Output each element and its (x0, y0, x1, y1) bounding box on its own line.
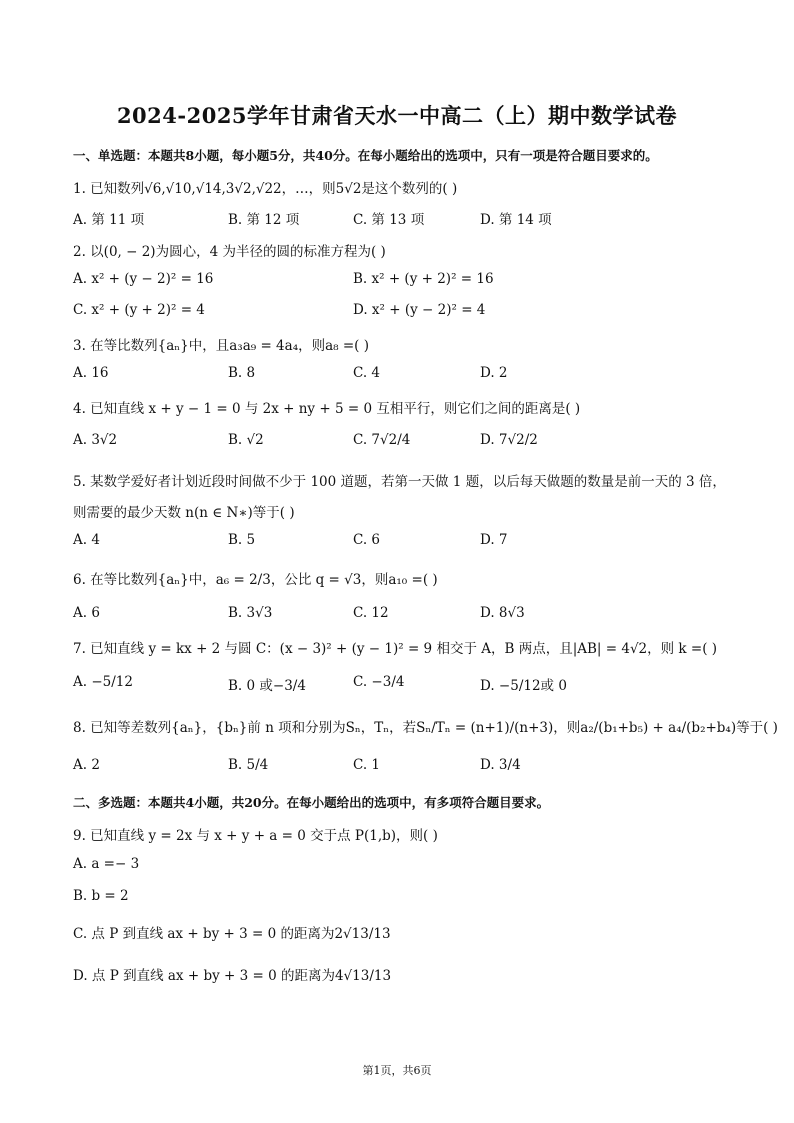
q7-stem: 7. 已知直线 y = kx + 2 与圆 C：(x − 3)² + (y − 1)² = 9 相交于 A，B 两点，且|AB| = 4√2，则 k =( ) (73, 641, 718, 657)
q2-option-c: C. x² + (y + 2)² = 4 (73, 302, 205, 318)
q2-option-d: D. x² + (y − 2)² = 4 (353, 302, 486, 318)
q6-stem: 6. 在等比数列{aₙ}中，a₆ = 2/3，公比 q = √3，则a₁₀ =( ) (73, 572, 438, 588)
q9-option-a: A. a =− 3 (73, 856, 140, 872)
q5-option-b: B. 5 (228, 532, 256, 548)
q3-stem: 3. 在等比数列{aₙ}中，且a₃a₉ = 4a₄，则a₈ =( ) (73, 338, 369, 354)
q1-option-a: A. 第 11 项 (73, 212, 145, 228)
q8-option-d: D. 3/4 (480, 757, 521, 773)
q6-option-a: A. 6 (73, 605, 100, 621)
q8-option-a: A. 2 (73, 757, 100, 773)
q1-option-d: D. 第 14 项 (480, 212, 552, 228)
page-footer: 第1页，共6页 (362, 1064, 432, 1077)
q9-option-b: B. b = 2 (73, 888, 129, 904)
q5-option-c: C. 6 (353, 532, 381, 548)
q1-option-b: B. 第 12 项 (228, 212, 300, 228)
q8-option-c: C. 1 (353, 757, 381, 773)
section-heading-multi-choice: 二、多选题：本题共4小题，共20分。在每小题给出的选项中，有多项符合题目要求。 (73, 795, 550, 810)
q5-option-a: A. 4 (73, 532, 100, 548)
q4-option-b: B. √2 (228, 432, 264, 448)
q5-stem-line2: 则需要的最少天数 n(n ∈ N∗)等于( ) (73, 505, 295, 521)
page-title: 2024-2025学年甘肃省天水一中高二（上）期中数学试卷 (116, 103, 678, 128)
q6-option-d: D. 8√3 (480, 605, 525, 621)
q9-option-c: C. 点 P 到直线 ax + by + 3 = 0 的距离为2√13/13 (73, 926, 391, 942)
q1-option-c: C. 第 13 项 (353, 212, 425, 228)
q4-option-c: C. 7√2/4 (353, 432, 411, 448)
q2-stem: 2. 以(0, − 2)为圆心，4 为半径的圆的标准方程为( ) (73, 244, 386, 260)
q4-option-a: A. 3√2 (73, 432, 118, 448)
q8-option-b: B. 5/4 (228, 757, 269, 773)
q3-option-b: B. 8 (228, 365, 256, 381)
q7-option-b: B. 0 或−3/4 (228, 678, 306, 694)
q1-stem: 1. 已知数列√6,√10,√14,3√2,√22，…，则5√2是这个数列的( ) (73, 181, 458, 197)
q3-option-d: D. 2 (480, 365, 508, 381)
q7-option-d: D. −5/12或 0 (480, 678, 567, 694)
q3-option-a: A. 16 (73, 365, 109, 381)
q5-stem-line1: 5. 某数学爱好者计划近段时间做不少于 100 道题，若第一天做 1 题，以后每天做题的数量是前一天的 3 倍， (73, 474, 726, 490)
q9-stem: 9. 已知直线 y = 2x 与 x + y + a = 0 交于点 P(1,b)，则( ) (73, 828, 438, 844)
q7-option-a: A. −5/12 (73, 674, 133, 690)
q9-option-d: D. 点 P 到直线 ax + by + 3 = 0 的距离为4√13/13 (73, 968, 392, 984)
q2-option-b: B. x² + (y + 2)² = 16 (353, 271, 494, 287)
q4-option-d: D. 7√2/2 (480, 432, 538, 448)
q3-option-c: C. 4 (353, 365, 381, 381)
q2-option-a: A. x² + (y − 2)² = 16 (73, 271, 214, 287)
q8-stem: 8. 已知等差数列{aₙ}，{bₙ}前 n 项和分别为Sₙ，Tₙ，若Sₙ/Tₙ = (n+1)/(n+3)，则a₂/(b₁+b₅) + a₄/(b₂+b₄)等于( ) (73, 720, 778, 736)
q6-option-c: C. 12 (353, 605, 389, 621)
q6-option-b: B. 3√3 (228, 605, 273, 621)
q7-option-c: C. −3/4 (353, 674, 405, 690)
section-heading-single-choice: 一、单选题：本题共8小题，每小题5分，共40分。在每小题给出的选项中，只有一项是符合题目要求的。 (73, 148, 658, 163)
q4-stem: 4. 已知直线 x + y − 1 = 0 与 2x + ny + 5 = 0 互相平行，则它们之间的距离是( ) (73, 401, 581, 417)
q5-option-d: D. 7 (480, 532, 508, 548)
